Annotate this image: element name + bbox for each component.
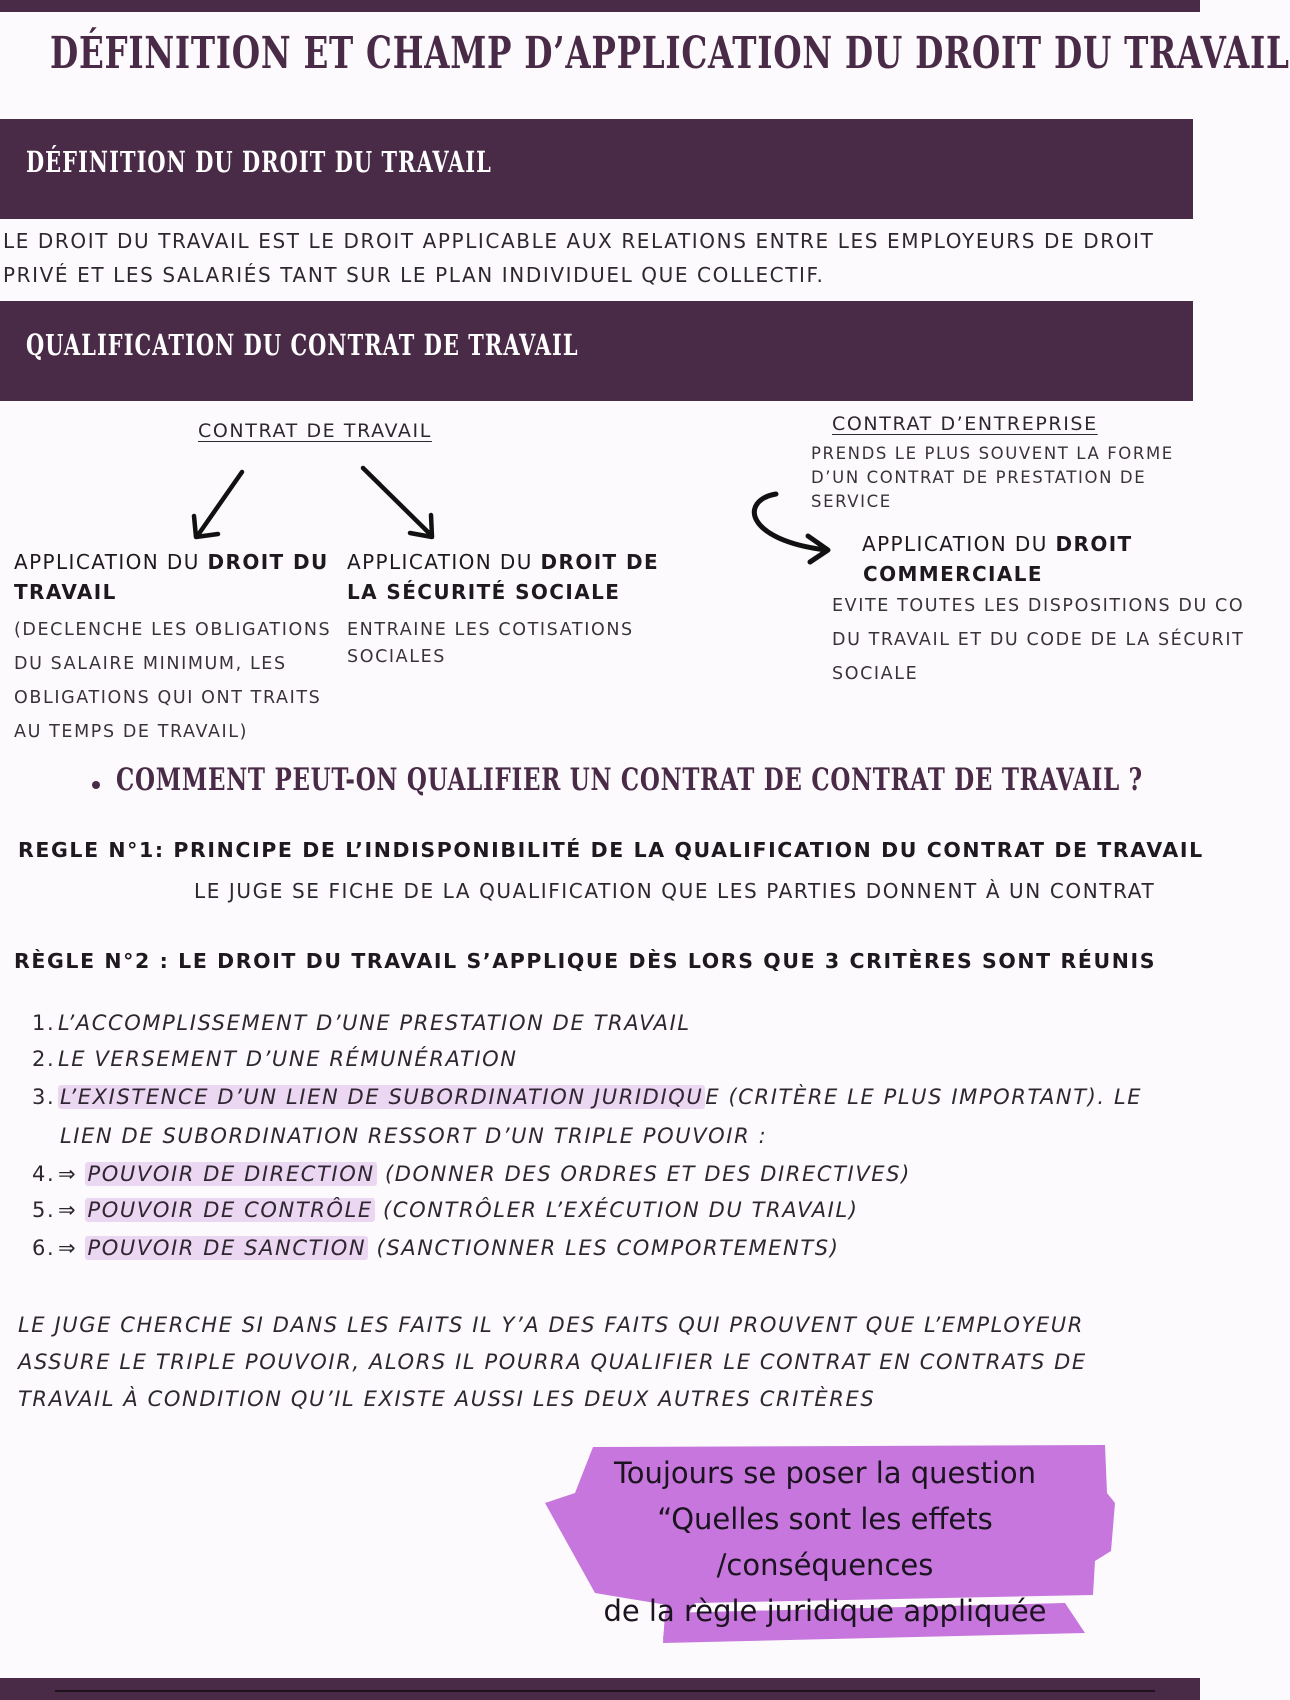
list-text: LE VERSEMENT D’UNE RÉMUNÉRATION xyxy=(58,1047,518,1071)
right-branch-bold-2: LA SÉCURITÉ SOCIALE xyxy=(347,580,621,604)
contrat-entreprise-desc xyxy=(811,442,1174,514)
entreprise-detail-line: EVITE TOUTES LES DISPOSITIONS DU CO xyxy=(832,596,1245,616)
entreprise-desc-line: PRENDS LE PLUS SOUVENT LA FORME xyxy=(811,444,1174,463)
list-text: E (CRITÈRE LE PLUS IMPORTANT). LE xyxy=(705,1085,1143,1109)
left-branch-detail-line: DU SALAIRE MINIMUM, LES xyxy=(14,654,287,674)
contrat-travail-label: CONTRAT DE TRAVAIL xyxy=(198,420,432,442)
rule-1-title: REGLE N°1: PRINCIPE DE L’INDISPONIBILITÉ DE LA QUALIFICATION DU CONTRAT DE TRAVAIL xyxy=(18,838,1204,862)
highlighted-text: POUVOIR DE DIRECTION xyxy=(87,1162,375,1186)
callout-line: “Quelles sont les effets /conséquences xyxy=(657,1502,993,1582)
right-branch-detail-line: SOCIALES xyxy=(347,647,446,667)
list-text: L’ACCOMPLISSEMENT D’UNE PRESTATION DE TRAVAIL xyxy=(58,1011,691,1035)
left-branch-detail-line: (DECLENCHE LES OBLIGATIONS xyxy=(14,620,332,640)
entreprise-desc-line: SERVICE xyxy=(811,492,892,511)
list-item xyxy=(32,1192,859,1228)
list-text: (DONNER DES ORDRES ET DES DIRECTIVES) xyxy=(376,1162,911,1186)
list-number: 1. xyxy=(32,1011,56,1035)
entreprise-detail-line: DU TRAVAIL ET DU CODE DE LA SÉCURIT xyxy=(832,630,1245,650)
list-text: (CONTRÔLER L’EXÉCUTION DU TRAVAIL) xyxy=(374,1198,859,1222)
definition-line-1: LE DROIT DU TRAVAIL EST LE DROIT APPLICABLE AUX RELATIONS ENTRE LES EMPLOYEURS DE DROIT xyxy=(3,229,1155,253)
callout-text xyxy=(545,1450,1105,1634)
entreprise-prefix: APPLICATION DU xyxy=(862,532,1056,556)
callout-line: de la règle juridique appliquée xyxy=(603,1594,1047,1628)
section-heading-definition: DÉFINITION DU DROIT DU TRAVAIL xyxy=(26,145,492,179)
left-branch-bold-1: DROIT DU xyxy=(207,550,329,574)
conclusion-line: TRAVAIL À CONDITION QU’IL EXISTE AUSSI LES DEUX AUTRES CRITÈRES xyxy=(18,1387,876,1411)
entreprise-branch-title xyxy=(862,529,1133,589)
right-branch-prefix: APPLICATION DU xyxy=(347,550,541,574)
right-branch-title xyxy=(347,547,659,607)
conclusion-line: LE JUGE CHERCHE SI DANS LES FAITS IL Y’A DES FAITS QUI PROUVENT QUE L’EMPLOYEUR xyxy=(18,1313,1084,1337)
entreprise-desc-line: D’UN CONTRAT DE PRESTATION DE xyxy=(811,468,1147,487)
entreprise-bold-2: COMMERCIALE xyxy=(863,562,1043,586)
right-branch-detail-line: ENTRAINE LES COTISATIONS xyxy=(347,620,634,640)
entreprise-details xyxy=(832,589,1245,691)
double-arrow-icon: ⇒ xyxy=(58,1198,78,1222)
rule-1-text: LE JUGE SE FICHE DE LA QUALIFICATION QUE LES PARTIES DONNENT À UN CONTRAT xyxy=(194,879,1156,903)
left-branch-detail-line: AU TEMPS DE TRAVAIL) xyxy=(14,722,249,742)
list-number: 6. xyxy=(32,1236,56,1260)
list-item xyxy=(32,1230,840,1266)
left-branch-prefix: APPLICATION DU xyxy=(14,550,208,574)
highlighted-text: POUVOIR DE CONTRÔLE xyxy=(87,1198,373,1222)
list-item xyxy=(32,1005,691,1041)
list-text: (SANCTIONNER LES COMPORTEMENTS) xyxy=(368,1236,840,1260)
list-number: 5. xyxy=(32,1198,56,1222)
entreprise-bold-1: DROIT xyxy=(1055,532,1133,556)
contrat-entreprise-label: CONTRAT D’ENTREPRISE xyxy=(832,413,1098,435)
arrow-left-icon xyxy=(194,472,242,537)
definition-line-2: PRIVÉ ET LES SALARIÉS TANT SUR LE PLAN INDIVIDUEL QUE COLLECTIF. xyxy=(3,263,825,287)
callout-line: Toujours se poser la question xyxy=(613,1456,1037,1490)
right-branch-details xyxy=(347,617,634,671)
list-number: 2. xyxy=(32,1047,56,1071)
list-item-continuation: LIEN DE SUBORDINATION RESSORT D’UN TRIPLE POUVOIR : xyxy=(60,1124,768,1148)
bullet-icon xyxy=(92,781,100,789)
section-heading-qualification: QUALIFICATION DU CONTRAT DE TRAVAIL xyxy=(26,328,579,362)
rule-2-title: RÈGLE N°2 : LE DROIT DU TRAVAIL S’APPLIQUE DÈS LORS QUE 3 CRITÈRES SONT RÉUNIS xyxy=(14,949,1157,973)
arrow-right-icon xyxy=(363,468,432,537)
list-item xyxy=(32,1156,911,1192)
double-arrow-icon: ⇒ xyxy=(58,1236,78,1260)
left-branch-bold-2: TRAVAIL xyxy=(14,580,117,604)
conclusion-line: ASSURE LE TRIPLE POUVOIR, ALORS IL POURRA QUALIFIER LE CONTRAT EN CONTRATS DE xyxy=(18,1350,1087,1374)
list-number: 3. xyxy=(32,1085,56,1109)
left-branch-title xyxy=(14,547,329,607)
question-heading: COMMENT PEUT-ON QUALIFIER UN CONTRAT DE CONTRAT DE TRAVAIL ? xyxy=(116,762,1143,798)
list-number: 4. xyxy=(32,1162,56,1186)
page-title: DÉFINITION ET CHAMP D’APPLICATION DU DROIT DU TRAVAIL xyxy=(50,28,1290,79)
left-branch-detail-line: OBLIGATIONS QUI ONT TRAITS xyxy=(14,688,322,708)
list-item xyxy=(32,1079,1142,1115)
left-branch-details xyxy=(14,613,331,749)
list-item xyxy=(32,1041,518,1077)
highlighted-text: POUVOIR DE SANCTION xyxy=(87,1236,367,1260)
right-branch-bold-1: DROIT DE xyxy=(540,550,660,574)
entreprise-detail-line: SOCIALE xyxy=(832,664,919,684)
highlighted-text: L’EXISTENCE D’UN LIEN DE SUBORDINATION JURIDIQU xyxy=(60,1085,704,1109)
conclusion-paragraph xyxy=(18,1307,1087,1418)
double-arrow-icon: ⇒ xyxy=(58,1162,78,1186)
